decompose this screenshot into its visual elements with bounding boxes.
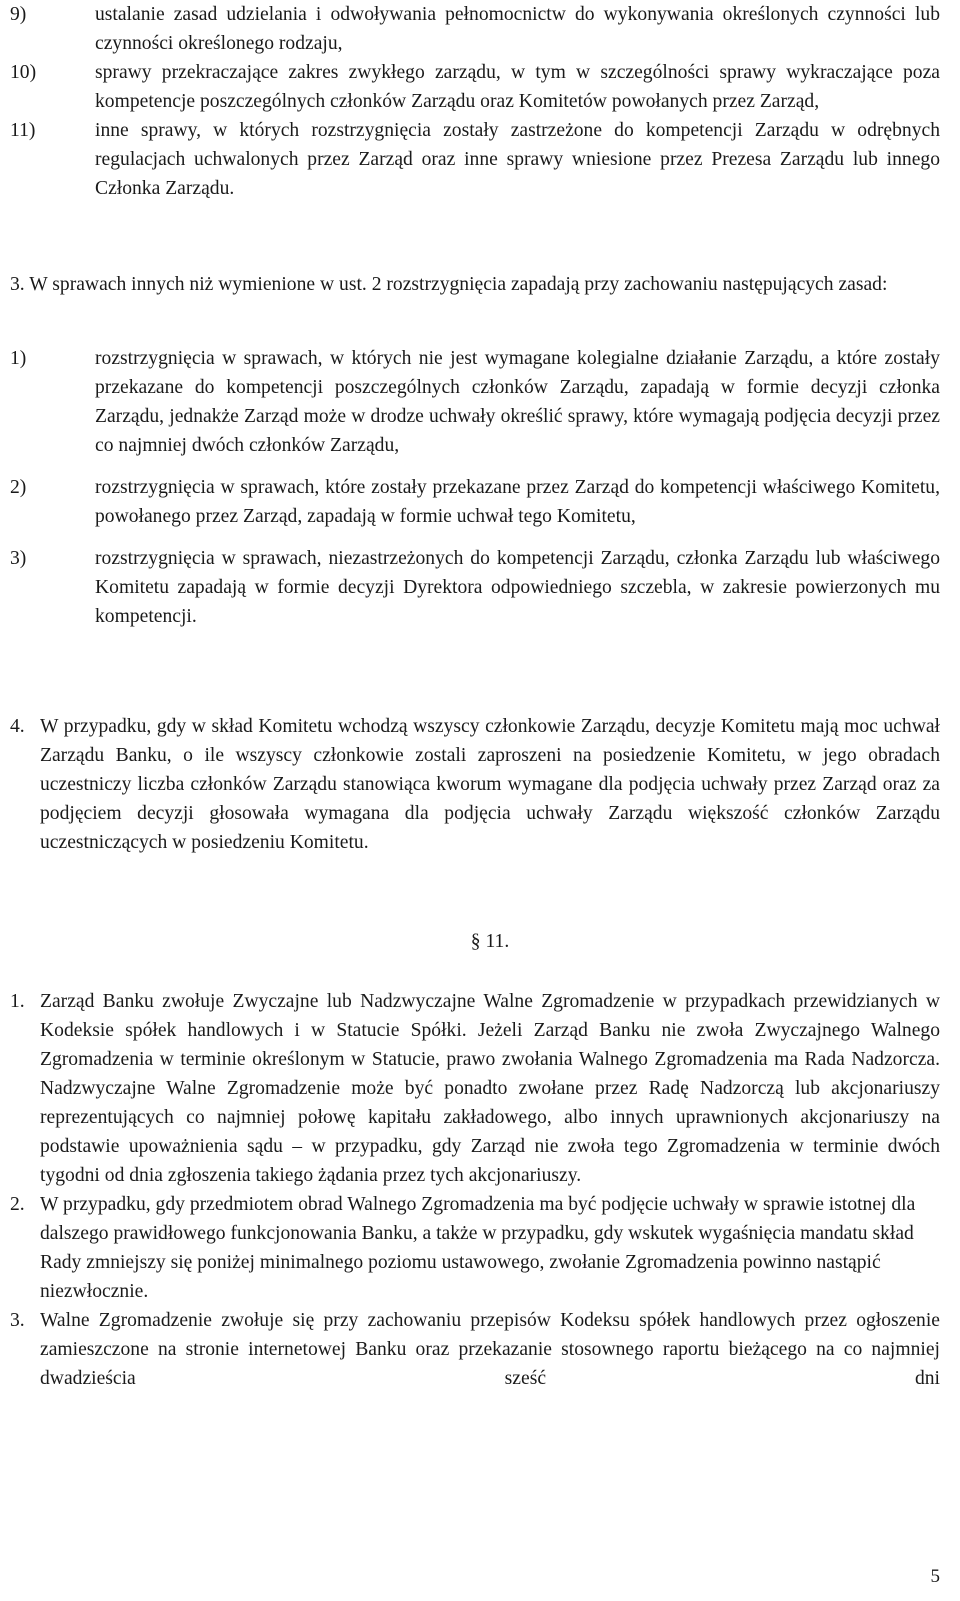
item-number: 1.: [10, 991, 25, 1012]
item-text: Walne Zgromadzenie zwołuje się przy zachowaniu przepisów Kodeksu spółek handlowych przez ogłoszenie zamieszczone na stronie internetowej Banku oraz przekazanie stosownego raportu bieżącego na co najmniej dwadzieścia sześć dni: [40, 1310, 940, 1389]
list-item-number: 3): [10, 548, 27, 569]
numbered-paragraph: [0, 1190, 940, 1306]
list-item-number: 2): [10, 477, 27, 498]
sub-list-b: [0, 344, 940, 631]
numbered-paragraph: [0, 987, 940, 1190]
item-4: [0, 712, 940, 857]
list-item: [0, 473, 940, 531]
item-3: [0, 270, 940, 299]
list-item-text: rozstrzygnięcia w sprawach, w których nie jest wymagane kolegialne działanie Zarządu, a które zostały przekazane do kompetencji poszczególnych członków Zarządu, zapadają w formie decyzji członka Zarządu, jednakże Zarząd może w drodze uchwały określić sprawy, które wymagają podjęcia decyzji przez co najmniej dwóch członków Zarządu,: [95, 348, 940, 456]
list-item-number: 1): [10, 348, 27, 369]
list-item-text: rozstrzygnięcia w sprawach, niezastrzeżonych do kompetencji Zarządu, członka Zarządu lub właściwego Komitetu zapadają w formie decyzji Dyrektora odpowiedniego szczebla, w zakresie powierzonych mu kompetencji.: [95, 548, 940, 627]
list-item-text: rozstrzygnięcia w sprawach, które zostały przekazane przez Zarząd do kompetencji właściwego Komitetu, powołanego przez Zarząd, zapadają w formie uchwał tego Komitetu,: [95, 477, 940, 527]
list-item: [0, 58, 940, 116]
list-item: [0, 0, 940, 58]
item-number: 2.: [10, 1194, 25, 1215]
item-text: W przypadku, gdy przedmiotem obrad Walnego Zgromadzenia ma być podjęcie uchwały w sprawie istotnej dla dalszego prawidłowego funkcjonowania Banku, a także w przypadku, gdy wskutek wygaśnięcia mandatu skład Rady zmniejszy się poniżej minimalnego poziomu ustawowego, zwołanie Zgromadzenia powinno nastąpić niezwłocznie.: [40, 1194, 916, 1302]
list-item-number: 9): [10, 4, 27, 25]
page-number: 5: [930, 1566, 940, 1587]
item-number: 3.: [10, 274, 25, 295]
list-item-number: 10): [10, 62, 37, 83]
paragraph: [0, 270, 940, 299]
section-number: § 11.: [470, 931, 510, 952]
item-text: W sprawach innych niż wymienione w ust. 2 rozstrzygnięcia zapadają przy zachowaniu następujących zasad:: [29, 274, 888, 295]
section-items: [0, 987, 940, 1393]
list-item-number: 11): [10, 120, 36, 141]
item-text: W przypadku, gdy w skład Komitetu wchodzą wszyscy członkowie Zarządu, decyzje Komitetu mają moc uchwał Zarządu Banku, o ile wszyscy członkowie zostali zaproszeni na posiedzenie Komitetu, w jego obradach uczestniczy liczba członków Zarządu stanowiąca kworum wymagane dla podjęcia uchwały przez Zarząd oraz za podjęciem decyzji głosowała wymagana dla podjęcia uchwały Zarządu większość członków Zarządu uczestniczących w posiedzeniu Komitetu.: [40, 716, 940, 853]
list-item: [0, 344, 940, 460]
numbered-paragraph: [0, 1306, 940, 1393]
item-text: Zarząd Banku zwołuje Zwyczajne lub Nadzwyczajne Walne Zgromadzenie w przypadkach przewidzianych w Kodeksie spółek handlowych i w Statucie Spółki. Jeżeli Zarząd Banku nie zwoła Zwyczajnego Walnego Zgromadzenia w terminie określonym w Statucie, prawo zwołania Walnego Zgromadzenia ma Rada Nadzorcza. Nadzwyczajne Walne Zgromadzenie może być ponadto zwołane przez Radę Nadzorczą lub akcjonariuszy reprezentujących co najmniej połowę kapitału zakładowego, albo innych uprawnionych akcjonariuszy na podstawie upoważnienia sądu – w przypadku, gdy Zarząd nie zwoła tego Zgromadzenia w terminie dwóch tygodni od dnia zgłoszenia takiego żądania przez tych akcjonariuszy.: [40, 991, 940, 1186]
list-item: [0, 116, 940, 203]
list-item: [0, 544, 940, 631]
section-heading: [0, 927, 940, 956]
item-number: 4.: [10, 716, 25, 737]
item-number: 3.: [10, 1310, 25, 1331]
numbered-paragraph: [0, 712, 940, 857]
list-item-text: inne sprawy, w których rozstrzygnięcia zostały zastrzeżone do kompetencji Zarządu w odrębnych regulacjach uchwalonych przez Zarząd oraz inne sprawy wniesione przez Prezesa Zarządu lub innego Członka Zarządu.: [95, 120, 940, 199]
list-item-text: sprawy przekraczające zakres zwykłego zarządu, w tym w szczególności sprawy wykraczające poza kompetencje poszczególnych członków Zarządu oraz Komitetów powołanych przez Zarząd,: [95, 62, 940, 112]
list-item-text: ustalanie zasad udzielania i odwoływania pełnomocnictw do wykonywania określonych czynności lub czynności określonego rodzaju,: [95, 4, 940, 54]
sub-list-a: [0, 0, 940, 203]
